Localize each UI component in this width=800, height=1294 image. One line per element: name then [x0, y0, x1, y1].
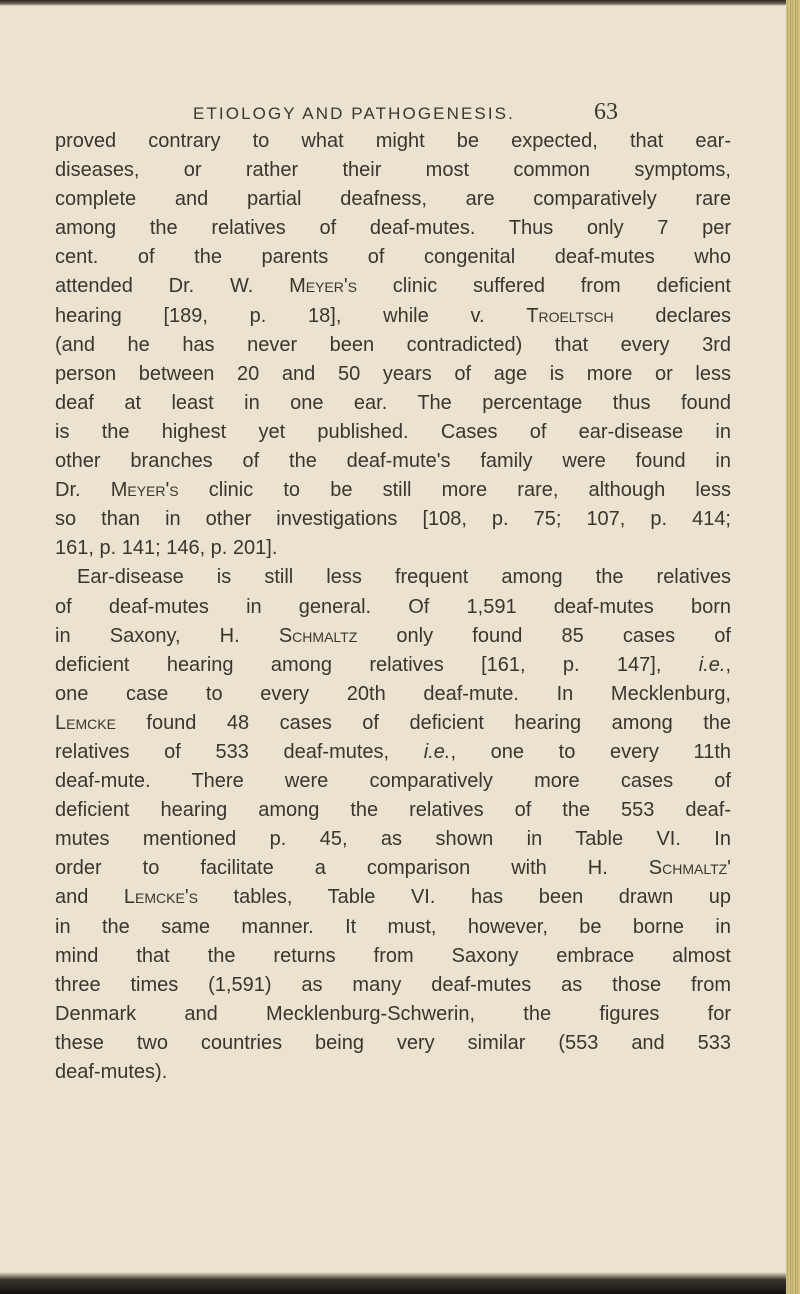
text-line: is the highest yet published. Cases of ear-disease in	[55, 420, 731, 443]
text-line: mind that the returns from Saxony embrace almost	[55, 944, 731, 967]
text-line: proved contrary to what might be expected, that ear-	[55, 130, 731, 152]
paragraph-1	[55, 127, 731, 563]
text-line: Ear-disease is still less frequent among the relatives	[77, 566, 731, 589]
text-line: of deaf-mutes in general. Of 1,591 deaf-mutes born	[55, 595, 731, 618]
text-line: other branches of the deaf-mute's family were found in	[55, 450, 731, 473]
text-line: deaf-mute. There were comparatively more cases of	[55, 770, 731, 793]
text-line: mutes mentioned p. 45, as shown in Table VI. In	[55, 828, 731, 851]
text-line: person between 20 and 50 years of age is more or less	[55, 362, 731, 385]
text-line: deaf-mutes).	[55, 1061, 168, 1083]
text-line: in Saxony, H. Schmaltz only found 85 cases of	[55, 624, 731, 647]
text-line: hearing [189, p. 18], while v. Troeltsch declares	[55, 304, 731, 327]
page-number: 63	[594, 99, 618, 125]
page-stack-edge	[786, 0, 800, 1294]
text-line: three times (1,591) as many deaf-mutes as those from	[55, 973, 731, 996]
text-line: Dr. Meyer's clinic to be still more rare, although less	[55, 479, 731, 502]
text-line: deficient hearing among relatives [161, p. 147], i.e.,	[55, 653, 731, 676]
text-line: these two countries being very similar (553 and 533	[55, 1031, 731, 1054]
text-line: (and he has never been contradicted) that every 3rd	[55, 333, 731, 356]
text-line: so than in other investigations [108, p. 75; 107, p. 414;	[55, 508, 731, 531]
text-line: Lemcke found 48 cases of deficient hearing among the	[55, 711, 731, 734]
text-line: order to facilitate a comparison with H. Schmaltz'	[55, 857, 731, 880]
page-top-edge	[0, 0, 800, 6]
running-head: ETIOLOGY AND PATHOGENESIS.	[193, 104, 515, 123]
text-line: complete and partial deafness, are comparatively rare	[55, 188, 731, 211]
text-line: and Lemcke's tables, Table VI. has been drawn up	[55, 886, 731, 909]
body-text	[55, 127, 731, 1087]
paragraph-2	[55, 563, 731, 1087]
text-line: in the same manner. It must, however, be borne in	[55, 915, 731, 938]
text-line: deaf at least in one ear. The percentage thus found	[55, 391, 731, 414]
text-line: cent. of the parents of congenital deaf-mutes who	[55, 246, 731, 269]
text-line: 161, p. 141; 146, p. 201].	[55, 537, 278, 560]
text-line: relatives of 533 deaf-mutes, i.e., one to every 11th	[55, 740, 731, 763]
text-line: attended Dr. W. Meyer's clinic suffered from deficient	[55, 275, 731, 298]
text-line: diseases, or rather their most common symptoms,	[55, 159, 731, 182]
page-bottom-edge	[0, 1272, 800, 1294]
text-line: one case to every 20th deaf-mute. In Mecklenburg,	[55, 682, 731, 705]
text-line: among the relatives of deaf-mutes. Thus only 7 per	[55, 217, 731, 240]
text-line: Denmark and Mecklenburg-Schwerin, the figures for	[55, 1002, 731, 1025]
text-line: deficient hearing among the relatives of the 553 deaf-	[55, 799, 731, 822]
